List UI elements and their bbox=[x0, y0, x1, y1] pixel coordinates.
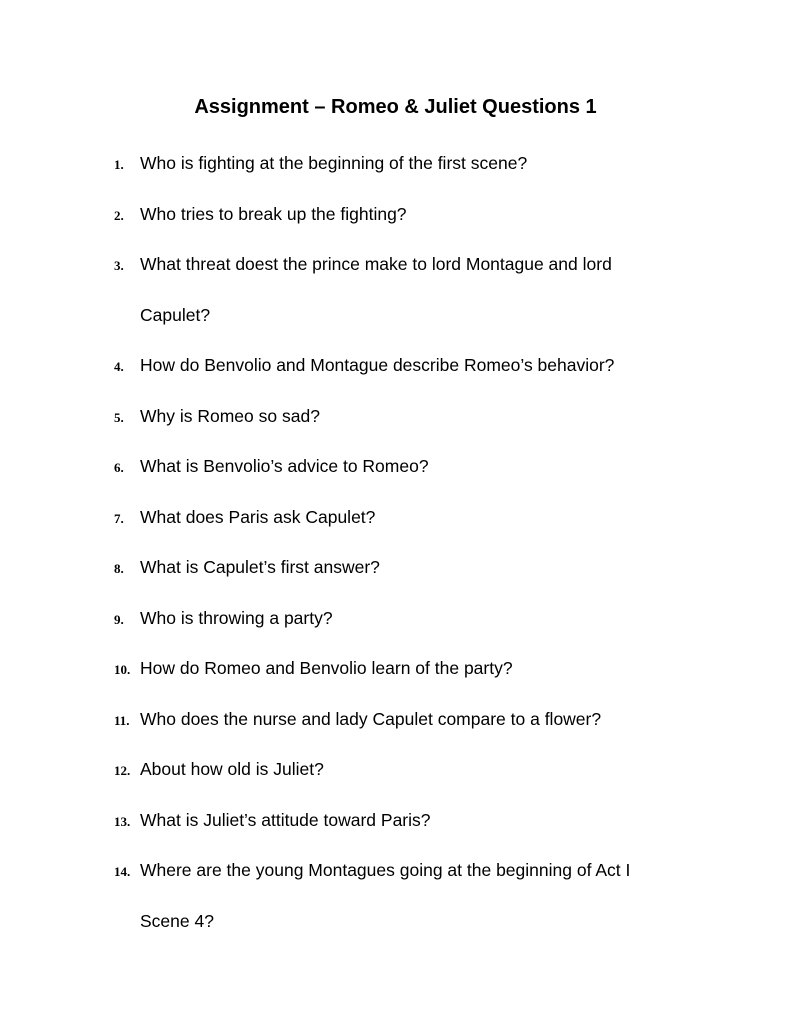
question-text: Where are the young Montagues going at the beginning of Act I bbox=[140, 860, 631, 880]
question-item bbox=[0, 441, 791, 492]
document-title: Assignment – Romeo & Juliet Questions 1 bbox=[194, 96, 597, 118]
question-text: Who does the nurse and lady Capulet compare to a flower? bbox=[140, 708, 602, 729]
question-number: 11. bbox=[114, 712, 130, 728]
question-item bbox=[0, 340, 791, 391]
question-item bbox=[0, 795, 791, 846]
question-text: What does Paris ask Capulet? bbox=[140, 506, 376, 527]
question-text: About how old is Juliet? bbox=[140, 759, 324, 779]
question-number: 14. bbox=[114, 864, 131, 879]
question-text: Who is fighting at the beginning of the first scene? bbox=[140, 153, 528, 173]
question-number: 6. bbox=[114, 460, 124, 475]
question-text: What is Capulet’s first answer? bbox=[140, 557, 380, 577]
question-text: What is Benvolio’s advice to Romeo? bbox=[140, 456, 429, 476]
question-item bbox=[0, 744, 791, 795]
question-text-continued: Scene 4? bbox=[140, 910, 214, 931]
question-number: 13. bbox=[114, 813, 131, 829]
question-number: 9. bbox=[114, 611, 124, 627]
question-text: Who is throwing a party? bbox=[140, 607, 333, 628]
question-number: 12. bbox=[114, 763, 131, 778]
question-item bbox=[0, 542, 791, 593]
question-item bbox=[0, 593, 791, 644]
question-number: 8. bbox=[114, 561, 124, 576]
question-item bbox=[0, 643, 791, 694]
question-text: How do Romeo and Benvolio learn of the party? bbox=[140, 658, 513, 678]
question-text: What is Juliet’s attitude toward Paris? bbox=[140, 809, 431, 830]
question-number: 3. bbox=[114, 258, 124, 273]
question-item bbox=[0, 492, 791, 543]
question-text: Who tries to break up the fighting? bbox=[140, 203, 407, 224]
question-item bbox=[0, 391, 791, 442]
question-list bbox=[0, 138, 791, 946]
question-text: Why is Romeo so sad? bbox=[140, 405, 320, 426]
question-number: 7. bbox=[114, 510, 124, 526]
question-number: 5. bbox=[114, 409, 124, 425]
question-item bbox=[0, 845, 791, 946]
question-number: 10. bbox=[114, 662, 131, 677]
question-number: 4. bbox=[114, 359, 124, 374]
question-item bbox=[0, 694, 791, 745]
question-text: What threat doest the prince make to lord Montague and lord bbox=[140, 254, 612, 274]
question-text-continued: Capulet? bbox=[140, 304, 211, 325]
question-number: 2. bbox=[114, 207, 124, 223]
question-item bbox=[0, 239, 791, 340]
question-item bbox=[0, 189, 791, 240]
question-number: 1. bbox=[114, 157, 124, 172]
question-text: How do Benvolio and Montague describe Romeo’s behavior? bbox=[140, 355, 615, 375]
question-item bbox=[0, 138, 791, 189]
